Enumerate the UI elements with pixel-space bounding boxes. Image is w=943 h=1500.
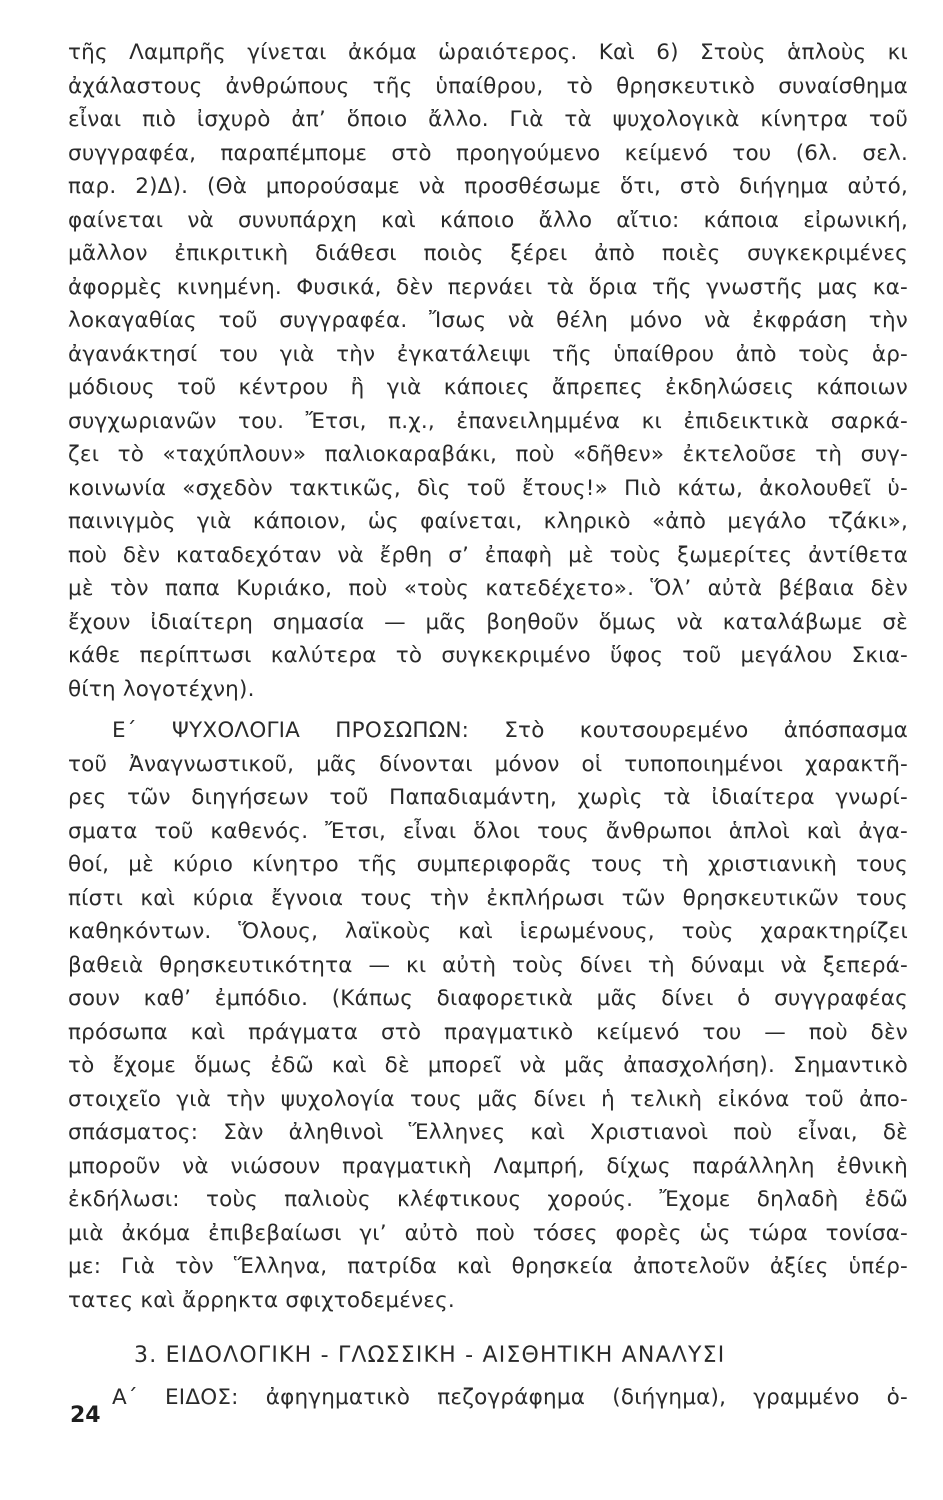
text-line: σουν καθ’ ἐμπόδιο. (Κάπως διαφορετικὰ μᾶς δίνει ὁ συγγραφέας [68, 986, 908, 1011]
text-line: ἀχάλαστους ἀνθρώπους τῆς ὑπαίθρου, τὸ θρησκευτικὸ συναίσθημα [68, 73, 908, 99]
text-line: πίστι καὶ κύρια ἔγνοια τους τὴν ἐκπλήρωσι τῶν θρησκευτικῶν τους [68, 885, 908, 911]
text-line: Α΄ ΕΙΔΟΣ: ἀφηγηματικὸ πεζογράφημα (διήγημα), γραμμένο ὁ- [112, 1385, 908, 1410]
text-line: φαίνεται νὰ συνυπάρχη καὶ κάποιο ἄλλο αἴτιο: κάποια εἰρωνική, [68, 207, 908, 233]
text-line: παινιγμὸς γιὰ κάποιον, ὡς φαίνεται, κληρικὸ «ἀπὸ μεγάλο τζάκι», [68, 509, 908, 534]
text-line: λοκαγαθίας τοῦ συγγραφέα. Ἴσως νὰ θέλη μόνο νὰ ἐκφράση τὴν [68, 308, 908, 333]
text-line: ποὺ δὲν καταδεχόταν νὰ ἔρθη σ’ ἐπαφὴ μὲ τοὺς ξωμερίτες ἀντίθετα [68, 542, 908, 568]
text-line: θίτη λογοτέχνη). [68, 676, 255, 702]
text-line: μποροῦν νὰ νιώσουν πραγματικὴ Λαμπρή, δίχως παράλληλη ἐθνικὴ [68, 1153, 908, 1179]
text-line: τατες καὶ ἄρρηκτα σφιχτοδεμένες. [68, 1287, 455, 1313]
text-line: ρες τῶν διηγήσεων τοῦ Παπαδιαμάντη, χωρὶς τὰ ἰδιαίτερα γνωρί- [68, 785, 908, 810]
text-line: συγχωριανῶν του. Ἔτσι, π.χ., ἐπανειλημμένα κι ἐπιδεικτικὰ σαρκά- [68, 408, 908, 434]
paragraph-1 [68, 36, 908, 706]
text-line: στοιχεῖο γιὰ τὴν ψυχολογία τους μᾶς δίνει ἡ τελικὴ εἰκόνα τοῦ ἀπο- [68, 1086, 908, 1112]
text-line: ἀγανάκτησί του γιὰ τὴν ἐγκατάλειψι τῆς ὑπαίθρου ἀπὸ τοὺς ἁρ- [68, 341, 908, 367]
text-line: σματα τοῦ καθενός. Ἔτσι, εἶναι ὅλοι τους ἄνθρωποι ἁπλοὶ καὶ ἀγα- [68, 818, 908, 844]
text-line: κάθε περίπτωσι καλύτερα τὸ συγκεκριμένο ὕφος τοῦ μεγάλου Σκια- [68, 643, 908, 668]
text-line: ἔχουν ἰδιαίτερη σημασία — μᾶς βοηθοῦν ὅμως νὰ καταλάβωμε σὲ [68, 609, 908, 635]
text-line: μόδιους τοῦ κέντρου ἢ γιὰ κάποιες ἄπρεπες ἐκδηλώσεις κάποιων [68, 375, 908, 400]
text-line: παρ. 2)Δ). (Θὰ μπορούσαμε νὰ προσθέσωμε ὅτι, στὸ διήγημα αὐτό, [68, 174, 908, 199]
book-page [68, 36, 908, 1415]
text-line: θοί, μὲ κύριο κίνητρο τῆς συμπεριφορᾶς τους τὴ χριστιανικὴ τους [68, 852, 908, 877]
paragraph-3 [68, 1381, 908, 1415]
text-line: τὸ ἔχομε ὅμως ἐδῶ καὶ δὲ μπορεῖ νὰ μᾶς ἀπασχολήση). Σημαντικὸ [68, 1053, 908, 1078]
text-line: καθηκόντων. Ὅλους, λαϊκοὺς καὶ ἱερωμένους, τοὺς χαρακτηρίζει [68, 919, 908, 944]
text-line: ἐκδήλωσι: τοὺς παλιοὺς κλέφτικους χορούς. Ἔχομε δηλαδὴ ἐδῶ [68, 1187, 908, 1212]
text-line: μᾶλλον ἐπικριτικὴ διάθεσι ποιὸς ξέρει ἀπὸ ποιὲς συγκεκριμένες [68, 241, 908, 266]
text-line: τῆς Λαμπρῆς γίνεται ἀκόμα ὡραιότερος. Καὶ 6) Στοὺς ἁπλοὺς κι [68, 40, 908, 65]
text-line: με: Γιὰ τὸν Ἕλληνα, πατρίδα καὶ θρησκεία ἀποτελοῦν ἀξίες ὑπέρ- [68, 1254, 908, 1279]
text-line: συγγραφέα, παραπέμπομε στὸ προηγούμενο κείμενό του (6λ. σελ. [68, 140, 908, 166]
text-line: τοῦ Ἀναγνωστικοῦ, μᾶς δίνονται μόνον οἱ τυποποιημένοι χαρακτῆ- [68, 751, 908, 777]
text-line: μὲ τὸν παπα Κυριάκο, ποὺ «τοὺς κατεδέχετο». Ὅλ’ αὐτὰ βέβαια δὲν [68, 576, 908, 601]
paragraph-gap [68, 706, 908, 714]
text-line: Ε΄ ΨΥΧΟΛΟΓΙΑ ΠΡΟΣΩΠΩΝ: Στὸ κουτσουρεμένο ἀπόσπασμα [112, 718, 908, 743]
text-line: μιὰ ἀκόμα ἐπιβεβαίωσι γι’ αὐτὸ ποὺ τόσες φορὲς ὡς τώρα τονίσα- [68, 1220, 908, 1246]
text-line: πρόσωπα καὶ πράγματα στὸ πραγματικὸ κείμενό του — ποὺ δὲν [68, 1019, 908, 1045]
text-line: σπάσματος: Σὰν ἀληθινοὶ Ἕλληνες καὶ Χριστιανοὶ ποὺ εἶναι, δὲ [68, 1120, 908, 1145]
text-line: ζει τὸ «ταχύπλουν» παλιοκαραβάκι, ποὺ «δῆθεν» ἐκτελοῦσε τὴ συγ- [68, 442, 908, 467]
page-number: 24 [70, 1403, 101, 1428]
section-heading: 3. ΕΙΔΟΛΟΓΙΚΗ - ΓΛΩΣΣΙΚΗ - ΑΙΣΘΗΤΙΚΗ ΑΝΑΛΥΣΙ [134, 1343, 726, 1368]
text-line: ἀφορμὲς κινημένη. Φυσικά, δὲν περνάει τὰ ὅρια τῆς γνωστῆς μας κα- [68, 274, 908, 300]
text-line: κοινωνία «σχεδὸν τακτικῶς, δὶς τοῦ ἔτους!» Πιὸ κάτω, ἀκολουθεῖ ὑ- [68, 475, 908, 501]
text-line: βαθειὰ θρησκευτικότητα — κι αὐτὴ τοὺς δίνει τὴ δύναμι νὰ ξεπερά- [68, 952, 908, 978]
text-line: εἶναι πιὸ ἰσχυρὸ ἀπ’ ὅποιο ἄλλο. Γιὰ τὰ ψυχολογικὰ κίνητρα τοῦ [68, 107, 908, 132]
paragraph-2 [68, 714, 908, 1317]
